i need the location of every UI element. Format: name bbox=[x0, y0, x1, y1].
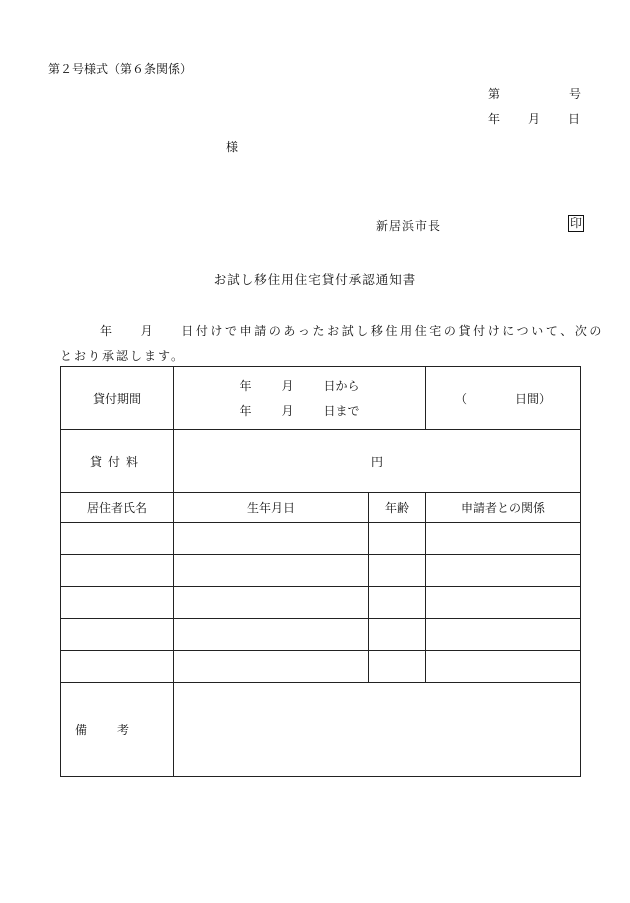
to-year: 年 bbox=[239, 404, 252, 418]
resident-birth-cell bbox=[174, 523, 369, 555]
body-line-2: とおり承認します。 bbox=[60, 349, 186, 363]
table-row bbox=[61, 555, 581, 587]
resident-age-cell bbox=[369, 651, 426, 683]
fee-value: 円 bbox=[174, 430, 581, 493]
seal-mark: 印 bbox=[570, 216, 583, 230]
table-row bbox=[61, 523, 581, 555]
document-title: お試し移住用住宅貸付承認通知書 bbox=[213, 272, 417, 287]
resident-relation-cell bbox=[426, 619, 581, 651]
resident-birth-cell bbox=[174, 587, 369, 619]
col-birth: 生年月日 bbox=[174, 493, 369, 523]
doc-number-suffix: 号 bbox=[569, 87, 582, 101]
issue-month: 月 bbox=[527, 112, 540, 126]
table-row bbox=[61, 651, 581, 683]
resident-relation-cell bbox=[426, 555, 581, 587]
to-day: 日まで bbox=[323, 404, 360, 418]
resident-name-cell bbox=[61, 651, 174, 683]
table-row bbox=[61, 587, 581, 619]
form-number: 第２号様式（第６条関係） bbox=[48, 62, 193, 76]
resident-header-row bbox=[61, 493, 581, 523]
resident-relation-cell bbox=[426, 587, 581, 619]
period-label: 貸付期間 bbox=[61, 367, 174, 430]
col-age: 年齢 bbox=[369, 493, 426, 523]
resident-age-cell bbox=[369, 619, 426, 651]
body-rest: 日付けで申請のあったお試し移住用住宅の貸付けについて、次の bbox=[181, 324, 605, 338]
approval-table bbox=[60, 366, 581, 777]
body-year: 年 bbox=[100, 324, 115, 338]
resident-name-cell bbox=[61, 587, 174, 619]
from-month: 月 bbox=[281, 379, 294, 393]
issue-year: 年 bbox=[488, 112, 501, 126]
period-dates bbox=[174, 367, 426, 430]
resident-name-cell bbox=[61, 619, 174, 651]
resident-age-cell bbox=[369, 587, 426, 619]
resident-birth-cell bbox=[174, 555, 369, 587]
remarks-content bbox=[174, 683, 581, 777]
from-day: 日から bbox=[323, 379, 360, 393]
recipient-suffix: 様 bbox=[226, 140, 239, 154]
issue-date bbox=[488, 110, 580, 127]
body-month: 月 bbox=[140, 324, 156, 338]
from-year: 年 bbox=[239, 379, 252, 393]
doc-number-label: 第 bbox=[488, 87, 501, 101]
resident-name-cell bbox=[61, 555, 174, 587]
period-days: （ 日間） bbox=[426, 367, 581, 430]
resident-age-cell bbox=[369, 555, 426, 587]
col-relation: 申請者との関係 bbox=[426, 493, 581, 523]
resident-relation-cell bbox=[426, 523, 581, 555]
remarks-row bbox=[61, 683, 581, 777]
issue-day: 日 bbox=[567, 112, 580, 126]
table-row bbox=[61, 619, 581, 651]
period-row bbox=[61, 367, 581, 430]
resident-age-cell bbox=[369, 523, 426, 555]
resident-birth-cell bbox=[174, 619, 369, 651]
body-line-1 bbox=[100, 322, 604, 339]
resident-relation-cell bbox=[426, 651, 581, 683]
fee-label: 貸付料 bbox=[61, 430, 174, 493]
fee-row bbox=[61, 430, 581, 493]
resident-name-cell bbox=[61, 523, 174, 555]
resident-birth-cell bbox=[174, 651, 369, 683]
issuer-name: 新居浜市長 bbox=[376, 219, 442, 233]
col-name: 居住者氏名 bbox=[61, 493, 174, 523]
remarks-label: 備考 bbox=[61, 683, 174, 777]
to-month: 月 bbox=[281, 404, 294, 418]
